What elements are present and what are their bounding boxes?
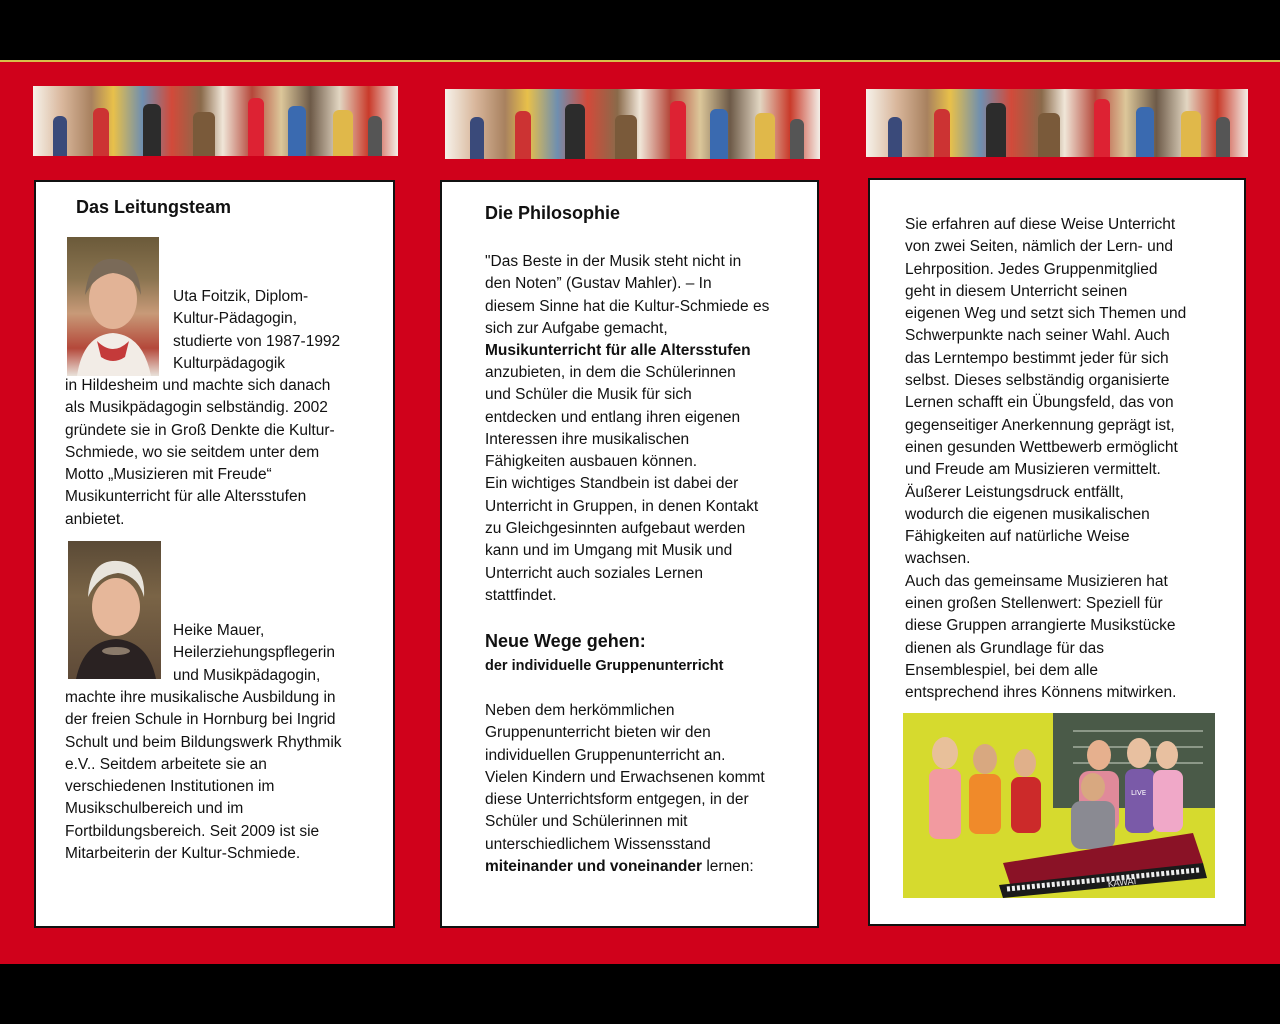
photo-group-keyboard-shape bbox=[903, 713, 1215, 898]
leitungsteam-heading: Das Leitungsteam bbox=[76, 197, 232, 217]
neue-wege-subheading: der individuelle Gruppenunterricht bbox=[485, 658, 724, 674]
heike-mauer-intro: Heike Mauer, Heilerziehungspflegerin und Musikpädagogin, bbox=[173, 622, 335, 684]
brochure-spread bbox=[0, 60, 1280, 964]
portrait-heike-mauer-shape bbox=[68, 541, 161, 679]
photo-group-keyboard bbox=[903, 713, 1215, 898]
neue-wege-bold: miteinander und voneinander bbox=[485, 858, 703, 875]
philosophie-text-body: anzubieten, in dem die Schülerinnen und Schüler die Musik für sich entdecken und entlang ihren eigenen Interessen ihre musikalischen Fähigkeiten ausbauen können. Ein wichtiges Standbein ist dabei der Unterricht in Gruppen, in denen Kontakt zu Gleichgesinnten aufgebaut werden kann und im Umgang mit Musik und Unterricht auch soziales Lernen stattfindet. bbox=[485, 364, 759, 604]
keyboard-brand-label: KAWAI bbox=[1107, 877, 1137, 890]
portrait-uta-foitzik-shape bbox=[67, 237, 159, 376]
shirt-print-text: LIVE bbox=[1131, 789, 1147, 797]
philosophie-text-quote: "Das Beste in der Musik steht nicht in den Noten” (Gustav Mahler). – In diesem Sinne hat die Kultur-Schmiede es sich zur Aufgabe gemacht, bbox=[485, 253, 770, 337]
neue-wege-heading: Neue Wege gehen: bbox=[485, 631, 646, 651]
panel-philosophie bbox=[440, 180, 819, 928]
gruppenunterricht-text: Sie erfahren auf diese Weise Unterricht von zwei Seiten, nämlich der Lern- und Lehrposition. Jedes Gruppenmitglied geht in diesem Unterricht seinen eigenen Weg und setzt sich Themen und Schwerpunkte nach seiner Wahl. Auch das Lerntempo bestimmt jeder für sich selbst. Dieses selbständig organisierte Lernen schafft ein Übungsfeld, das von gegenseitiger Anerkennung geprägt ist, einen gesunden Wettbewerb ermöglicht und Freude am Musizieren vermittelt. Äußerer Leistungsdruck entfällt, wodurch die eigenen musikalischen Fähigkeiten auf natürliche Weise wachsen. Auch das gemeinsame Musizieren hat einen großen Stellenwert: Speziell für diese Gruppen arrangierte Musikstücke dienen als Grundlage für das Ensemblespiel, bei dem alle entsprechend ihres Könnens mitwirken. bbox=[905, 216, 1187, 702]
panel-gruppenunterricht bbox=[868, 178, 1246, 926]
banner-photo-right bbox=[866, 89, 1248, 157]
neue-wege-text-end bbox=[485, 856, 754, 878]
portrait-heike-mauer bbox=[68, 541, 161, 679]
neue-wege-end: lernen: bbox=[702, 858, 754, 875]
banner-photo-left bbox=[33, 86, 398, 156]
uta-foitzik-intro: Uta Foitzik, Diplom- Kultur-Pädagogin, studierte von 1987-1992 Kulturpädagogik bbox=[173, 288, 341, 372]
philosophie-heading: Die Philosophie bbox=[485, 203, 621, 223]
philosophie-text-bold: Musikunterricht für alle Altersstufen bbox=[485, 342, 751, 359]
portrait-uta-foitzik bbox=[67, 237, 159, 376]
neue-wege-text: Neben dem herkömmlichen Gruppenunterricht bieten wir den individuellen Gruppenunterricht an. Vielen Kindern und Erwachsenen kommt diese Unterrichtsform entgegen, in der Schüler und Schülerinnen mit unterschiedlichem Wissensstand bbox=[485, 702, 765, 853]
panel-leitungsteam bbox=[34, 180, 395, 928]
heike-mauer-bio: machte ihre musikalische Ausbildung in der freien Schule in Hornburg bei Ingrid Schult und beim Bildungswerk Rhythmik e.V.. Seitdem arbeitete sie an verschiedenen Institutionen im Musikschulbereich und im Fortbildungsbereich. Seit 2009 ist sie Mitarbeiterin der Kultur-Schmiede. bbox=[65, 689, 342, 863]
uta-foitzik-bio: in Hildesheim und machte sich danach als Musikpädagogin selbständig. 2002 gründete sie in Groß Denkte die Kultur- Schmiede, wo sie seitdem unter dem Motto „Musizieren mit Freude“ Musikunterricht für alle Altersstufen anbietet. bbox=[65, 377, 335, 528]
banner-photo-middle bbox=[445, 89, 820, 159]
